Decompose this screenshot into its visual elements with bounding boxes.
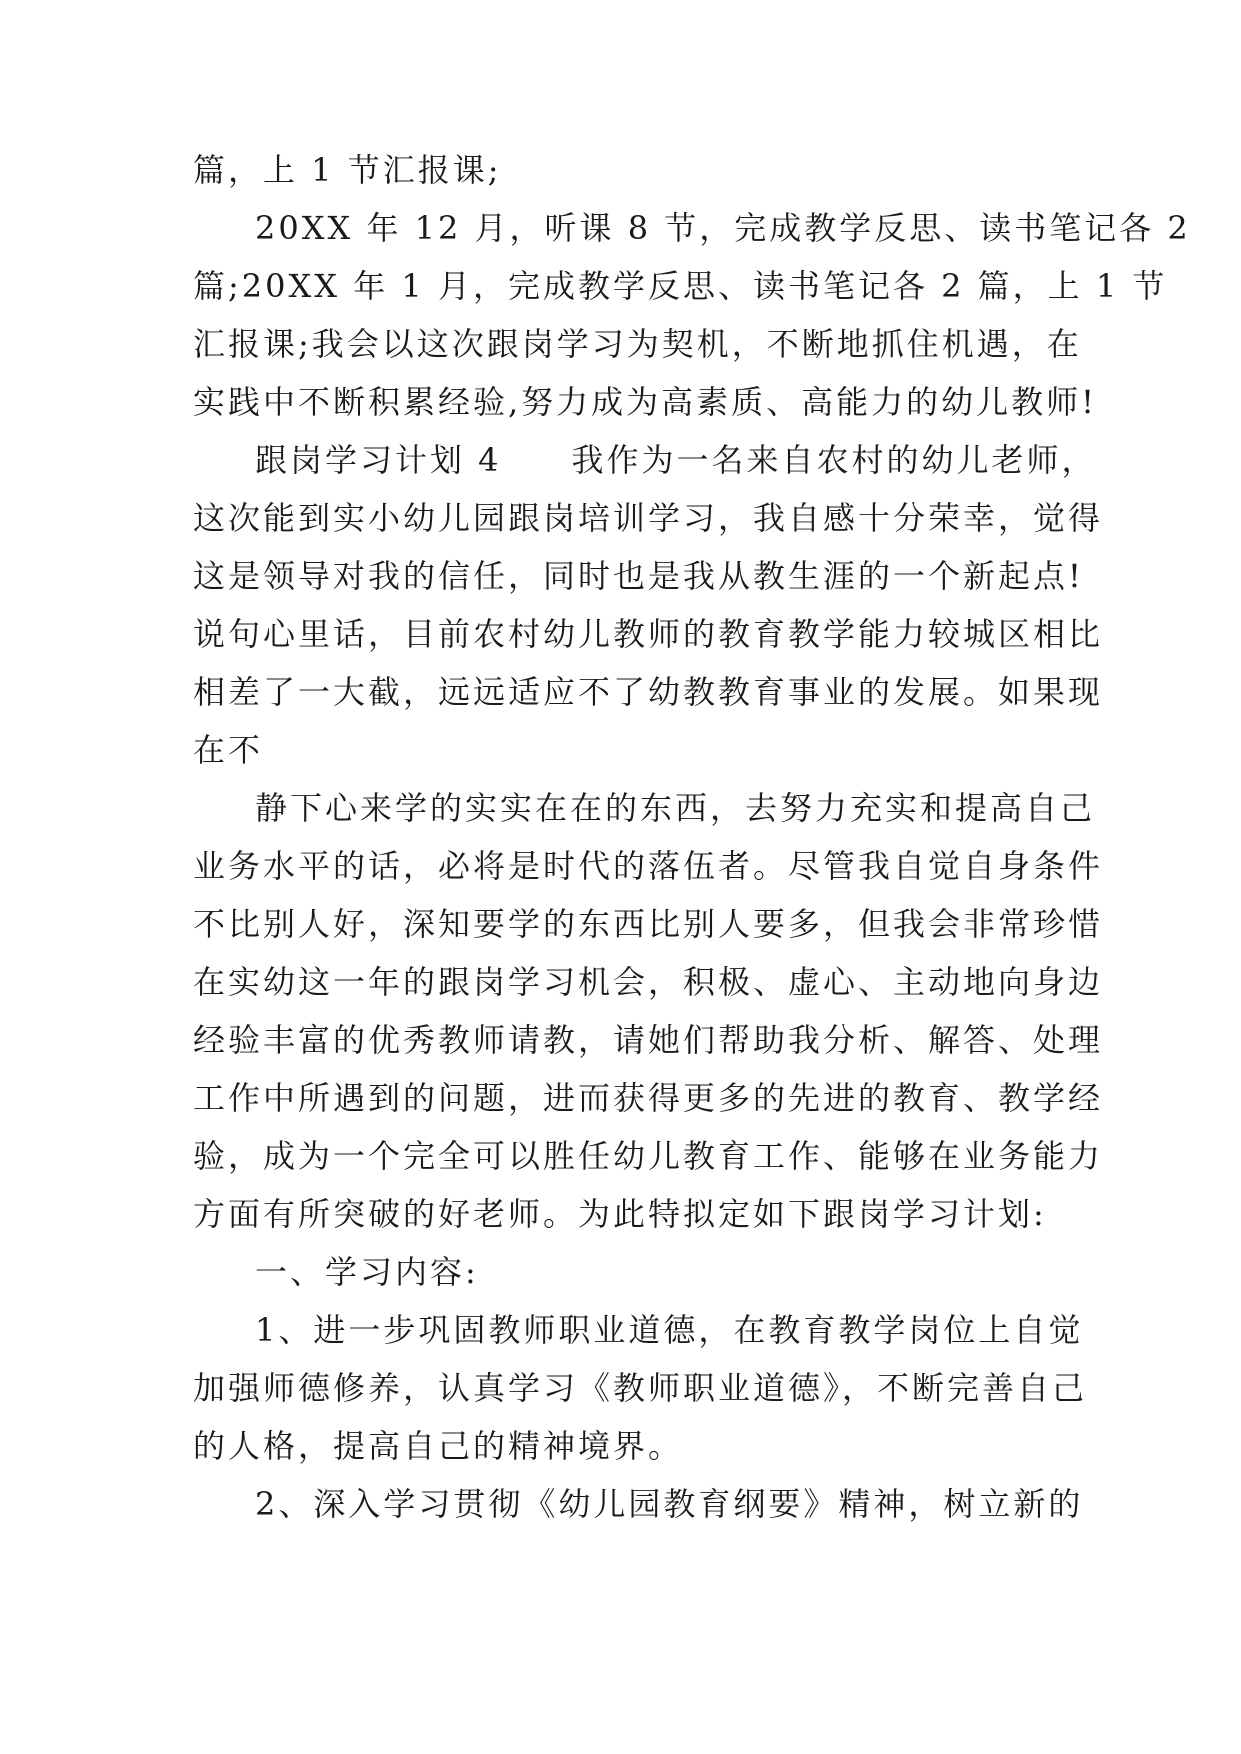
text-line: 经验丰富的优秀教师请教，请她们帮助我分析、解答、处理 <box>193 1021 1104 1059</box>
text-line: 不比别人好，深知要学的东西比别人要多，但我会非常珍惜 <box>193 905 1104 943</box>
text-line: 工作中所遇到的问题，进而获得更多的先进的教育、教学经 <box>193 1079 1104 1117</box>
text-line: 20XX 年 12 月，听课 8 节，完成教学反思、读书笔记各 2 <box>255 209 1191 247</box>
section-heading-line: 跟岗学习计划 4 我作为一名来自农村的幼儿老师， <box>255 441 1097 479</box>
text-line: 相差了一大截，远远适应不了幼教教育事业的发展。如果现 <box>193 673 1104 711</box>
text-line: 方面有所突破的好老师。为此特拟定如下跟岗学习计划: <box>193 1195 1047 1233</box>
text-line: 验，成为一个完全可以胜任幼儿教育工作、能够在业务能力 <box>193 1137 1104 1175</box>
text-line: 说句心里话，目前农村幼儿教师的教育教学能力较城区相比 <box>193 615 1104 653</box>
text-line: 实践中不断积累经验,努力成为高素质、高能力的幼儿教师! <box>193 383 1098 421</box>
text-line: 这次能到实小幼儿园跟岗培训学习，我自感十分荣幸，觉得 <box>193 499 1104 537</box>
text-line: 在不 <box>193 731 264 769</box>
text-line: 2、深入学习贯彻《幼儿园教育纲要》精神，树立新的 <box>255 1485 1084 1523</box>
text-line: 业务水平的话，必将是时代的落伍者。尽管我自觉自身条件 <box>193 847 1104 885</box>
text-line: 在实幼这一年的跟岗学习机会，积极、虚心、主动地向身边 <box>193 963 1104 1001</box>
text-line: 1、进一步巩固教师职业道德，在教育教学岗位上自觉 <box>255 1311 1084 1349</box>
section-heading: 一、学习内容: <box>255 1253 479 1291</box>
text-line: 加强师德修养，认真学习《教师职业道德》，不断完善自己 <box>193 1369 1088 1407</box>
text-line: 静下心来学的实实在在的东西，去努力充实和提高自己 <box>255 789 1096 827</box>
text-line: 的人格，提高自己的精神境界。 <box>193 1427 684 1465</box>
text-line: 汇报课;我会以这次跟岗学习为契机，不断地抓住机遇，在 <box>193 325 1082 363</box>
text-line: 篇;20XX 年 1 月，完成教学反思、读书笔记各 2 篇，上 1 节 <box>193 267 1168 305</box>
text-line: 篇，上 1 节汇报课; <box>193 151 502 189</box>
text-line: 这是领导对我的信任，同时也是我从教生涯的一个新起点! <box>193 557 1084 595</box>
